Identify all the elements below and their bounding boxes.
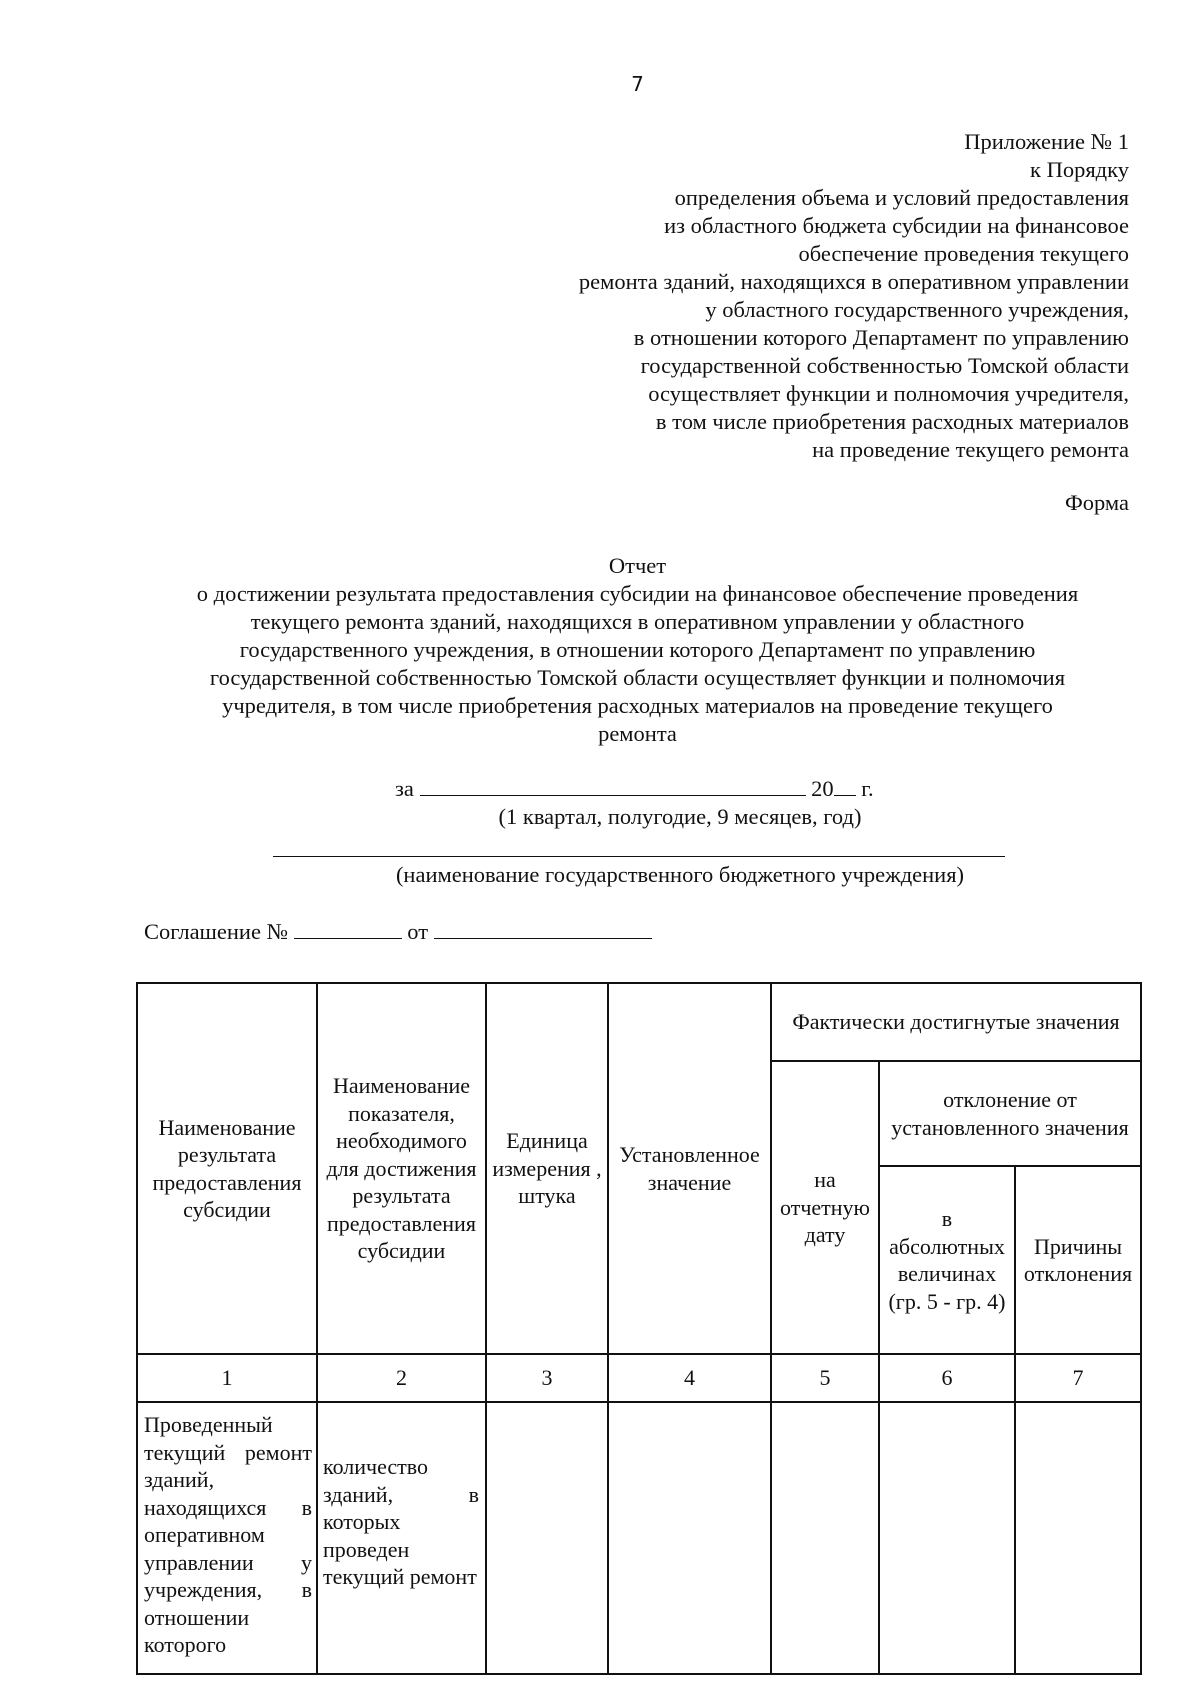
- header-unit: Единица измерения , штука: [486, 983, 608, 1354]
- cell-actual[interactable]: [771, 1402, 879, 1674]
- period-prefix: за: [395, 776, 414, 801]
- appendix-line: к Порядку: [1030, 157, 1129, 182]
- table-row: [137, 1402, 1141, 1674]
- appendix-line: из областного бюджета субсидии на финансовое: [664, 213, 1129, 238]
- report-title-line: ремонта: [598, 721, 677, 746]
- header-deviation-reason: Причины отклонения: [1015, 1166, 1141, 1354]
- column-number: 5: [771, 1354, 879, 1402]
- report-title-line: учредителя, в том числе приобретения расходных материалов на проведение текущего: [222, 693, 1053, 718]
- period-year-blank-field[interactable]: [834, 775, 856, 796]
- column-number: 4: [608, 1354, 771, 1402]
- appendix-line: в том числе приобретения расходных материалов: [655, 409, 1129, 434]
- cell-deviation-reason[interactable]: [1015, 1402, 1141, 1674]
- page-number: 7: [631, 72, 644, 96]
- appendix-line: определения объема и условий предоставления: [674, 185, 1129, 210]
- report-table: [136, 982, 1142, 1675]
- column-number: 6: [879, 1354, 1015, 1402]
- report-title-line: государственной собственностью Томской области осуществляет функции и полномочия: [209, 665, 1066, 690]
- organization-blank-field[interactable]: [273, 856, 1005, 857]
- agreement-date-field[interactable]: [434, 918, 652, 939]
- period-hint: (1 квартал, полугодие, 9 месяцев, год): [498, 804, 862, 829]
- period-year-suffix: г.: [861, 776, 874, 801]
- agreement-from: от: [407, 919, 429, 944]
- column-number: 2: [317, 1354, 486, 1402]
- period-line: [395, 775, 874, 802]
- report-title-line: о достижении результата предоставления субсидии на финансовое обеспечение проведения: [196, 581, 1079, 606]
- appendix-line: на проведение текущего ремонта: [812, 437, 1129, 462]
- cell-indicator: количество зданий, в которых проведен текущий ремонт: [317, 1402, 486, 1674]
- column-number: 7: [1015, 1354, 1141, 1402]
- report-title-line: Отчет: [608, 553, 667, 578]
- column-numbers-row: [137, 1354, 1141, 1402]
- appendix-line: государственной собственностью Томской области: [640, 353, 1129, 378]
- header-result-name: Наименование результата предоставления субсидии: [137, 983, 317, 1354]
- agreement-number-field[interactable]: [294, 918, 402, 939]
- header-deviation-group: отклонение от установленного значения: [879, 1061, 1141, 1166]
- header-reporting-date: на отчетную дату: [771, 1061, 879, 1354]
- period-blank-field[interactable]: [420, 775, 806, 796]
- cell-unit[interactable]: [486, 1402, 608, 1674]
- agreement-line: [144, 918, 652, 945]
- report-title-line: государственного учреждения, в отношении которого Департамент по управлению: [239, 637, 1036, 662]
- report-title-line: текущего ремонта зданий, находящихся в оперативном управлении у областного: [250, 609, 1025, 634]
- appendix-line: ремонта зданий, находящихся в оперативном управлении: [578, 269, 1129, 294]
- appendix-line: обеспечение проведения текущего: [798, 241, 1129, 266]
- header-planned-value: Установленное значение: [608, 983, 771, 1354]
- header-deviation-absolute: в абсолютных величинах (гр. 5 - гр. 4): [879, 1166, 1015, 1354]
- period-year-prefix: 20: [811, 776, 834, 801]
- header-row: [137, 983, 1141, 1061]
- form-label: Форма: [1064, 490, 1129, 515]
- header-actual-values-group: Фактически достигнутые значения: [771, 983, 1141, 1061]
- agreement-label: Соглашение №: [144, 919, 289, 944]
- column-number: 1: [137, 1354, 317, 1402]
- report-title: [100, 552, 1175, 748]
- appendix-line: в отношении которого Департамент по управлению: [633, 325, 1129, 350]
- cell-deviation-absolute[interactable]: [879, 1402, 1015, 1674]
- header-indicator-name: Наименование показателя, необходимого для достижения результата предоставления субсидии: [317, 983, 486, 1354]
- appendix-line: у областного государственного учреждения,: [705, 297, 1129, 322]
- appendix-block: [409, 128, 1129, 464]
- column-number: 3: [486, 1354, 608, 1402]
- cell-planned[interactable]: [608, 1402, 771, 1674]
- appendix-line: осуществляет функции и полномочия учредителя,: [648, 381, 1129, 406]
- organization-hint: (наименование государственного бюджетного учреждения): [395, 862, 965, 887]
- cell-result: Проведенный текущий ремонт зданий, находящихся в оперативном управлении у учреждения, в отношении которого: [137, 1402, 317, 1674]
- appendix-line: Приложение № 1: [964, 129, 1129, 154]
